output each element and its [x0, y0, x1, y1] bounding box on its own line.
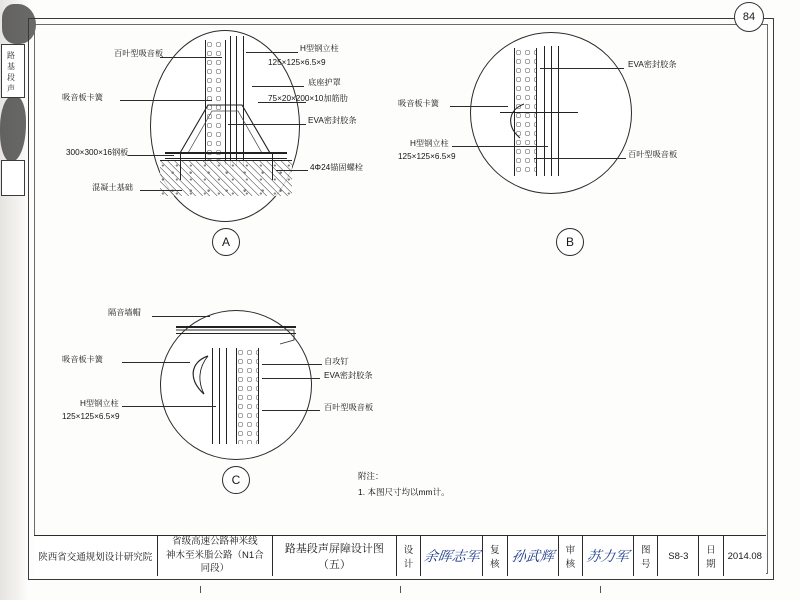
detail-c-column-web — [219, 348, 220, 444]
detail-b-label-clip-spring: 吸音板卡簧 — [398, 99, 439, 108]
detail-b-label-louver-panel: 百叶型吸音板 — [628, 150, 678, 159]
detail-b-column-flange-left — [544, 46, 545, 176]
title-block — [34, 535, 766, 576]
title-block-drawing-title — [273, 536, 397, 576]
title-block-institute — [34, 536, 158, 576]
design-signature-text: 余晖志军 — [422, 550, 481, 565]
scan-strip-char-3: 声 — [7, 84, 15, 93]
detail-c-panel-hatch — [236, 348, 258, 444]
detail-a-leader-louver — [160, 57, 222, 58]
detail-b-label-h-column: H型钢立柱 — [410, 139, 449, 148]
check-label-text: 复核 — [490, 545, 500, 570]
detail-c-panel-right-edge — [258, 348, 259, 444]
detail-a-label-anchor-bolt: 4Φ24锚固螺栓 — [310, 163, 363, 172]
detail-c-label-h-column-spec: 125×125×6.5×9 — [62, 412, 120, 421]
detail-a-base-cover — [170, 95, 280, 157]
detail-a-label-clip-spring: 吸音板卡簧 — [62, 93, 103, 102]
number-value-text: S8-3 — [668, 550, 689, 562]
detail-c-column-flange-right — [226, 348, 227, 444]
detail-c-label-eva-seal: EVA密封胶条 — [324, 371, 373, 380]
detail-c-leader-cap — [152, 316, 210, 317]
registration-tick-bottom-2 — [400, 586, 401, 593]
title-block-date-value — [724, 536, 766, 576]
detail-a-label-concrete-foundation: 混凝土基础 — [92, 183, 133, 192]
detail-b-tag — [556, 228, 584, 256]
scan-strip-char-1: 基 — [7, 62, 15, 71]
title-block-number-label — [634, 536, 658, 576]
detail-c-label-clip-spring: 吸音板卡簧 — [62, 355, 103, 364]
page-number-badge — [734, 2, 764, 32]
project-line-1: 省级高速公路神米线 — [172, 536, 258, 548]
detail-a-label-base-plate: 300×300×16钢板 — [66, 148, 129, 157]
drawing-title-text: 路基段声屏障设计图（五） — [284, 543, 384, 571]
scan-stamp-box-2 — [1, 160, 25, 196]
detail-b-tag-text: B — [565, 235, 574, 249]
detail-a-leader-clip — [120, 100, 212, 101]
detail-a-anchor-left — [180, 152, 181, 180]
detail-a-leader-anchor — [276, 170, 308, 171]
title-block-project — [158, 536, 273, 576]
detail-b-label-eva-seal: EVA密封胶条 — [628, 60, 677, 69]
detail-c-leader-louver — [262, 410, 320, 411]
page-number-text: 84 — [742, 11, 756, 23]
detail-b-leader-louver — [534, 158, 626, 159]
title-block-design-signature — [421, 536, 483, 576]
notes-item-0: 1. 本图尺寸均以mm计。 — [358, 487, 450, 497]
detail-a-leader-foundation — [140, 190, 182, 191]
review-signature-text: 苏力军 — [585, 550, 630, 565]
check-signature-text: 孙武辉 — [510, 550, 555, 565]
title-block-design-label — [397, 536, 421, 576]
detail-a-base-plate-top — [165, 152, 287, 154]
detail-c-leader-eva — [262, 378, 320, 379]
number-label-text: 图号 — [641, 545, 651, 570]
notes-heading: 附注： — [358, 471, 384, 481]
detail-a-tag-text: A — [221, 235, 230, 249]
detail-a-anchor-right — [272, 152, 273, 180]
date-label-text: 日期 — [706, 545, 716, 570]
detail-a-leader-eva — [228, 124, 306, 125]
title-block-number-value — [658, 536, 699, 576]
detail-c-panel-left-edge — [236, 348, 237, 444]
detail-b-leader-clip — [450, 106, 508, 107]
detail-b-column-web — [551, 46, 552, 176]
detail-a-label-h-column: H型钢立柱 — [300, 44, 339, 53]
detail-c-label-louver-panel: 百叶型吸音板 — [324, 403, 374, 412]
detail-c-clip-spring-shape — [182, 352, 218, 398]
detail-c-cap-profile — [176, 326, 300, 348]
scan-strip-char-2: 段 — [7, 73, 15, 82]
detail-c-label-h-column: H型钢立柱 — [80, 399, 119, 408]
detail-a-leader-baseplate — [128, 155, 174, 156]
detail-c-label-top-cap: 隔音墙帽 — [108, 308, 141, 317]
project-line-2: 神木至米脂公路（N1合同段） — [166, 550, 264, 574]
detail-a-tag — [212, 228, 240, 256]
design-label-text: 设计 — [403, 545, 414, 570]
scan-strip-char-0: 路 — [7, 51, 15, 60]
detail-a-label-h-column-spec: 125×125×6.5×9 — [268, 58, 326, 67]
title-block-check-label — [483, 536, 507, 576]
detail-c-leader-clip — [122, 362, 190, 363]
detail-a-leader-hcolumn — [246, 52, 298, 53]
institute-name: 陕西省交通规划设计研究院 — [38, 552, 153, 563]
title-block-date-label — [699, 536, 723, 576]
detail-c-label-self-tapping-screw: 自攻钉 — [324, 357, 349, 366]
detail-a-label-stiffener: 75×20×200×10加筋肋 — [268, 94, 348, 103]
detail-a-base-plate-bottom — [165, 158, 287, 159]
title-block-review-label — [559, 536, 583, 576]
date-value-text: 2014.08 — [727, 550, 762, 562]
detail-c-tag — [222, 466, 250, 494]
title-block-review-signature — [583, 536, 634, 576]
review-label-text: 审核 — [565, 545, 576, 570]
detail-a-label-base-cover: 底座护罩 — [308, 78, 341, 87]
detail-b-leader-eva — [540, 68, 624, 69]
detail-c-leader-hcolumn — [122, 406, 216, 407]
registration-tick-bottom-3 — [600, 586, 601, 593]
detail-b-label-h-column-spec: 125×125×6.5×9 — [398, 152, 456, 161]
detail-c-leader-screw — [262, 364, 322, 365]
detail-b-column-flange-right — [558, 46, 559, 176]
detail-c-tag-text: C — [231, 473, 241, 487]
detail-b-leader-hcolumn — [452, 146, 548, 147]
registration-tick-bottom-1 — [200, 586, 201, 593]
title-block-check-signature — [508, 536, 559, 576]
detail-a-label-louver-panel: 百叶型吸音板 — [114, 49, 164, 58]
detail-a-leader-basecover — [252, 86, 304, 87]
detail-a-label-eva-seal: EVA密封胶条 — [308, 116, 357, 125]
